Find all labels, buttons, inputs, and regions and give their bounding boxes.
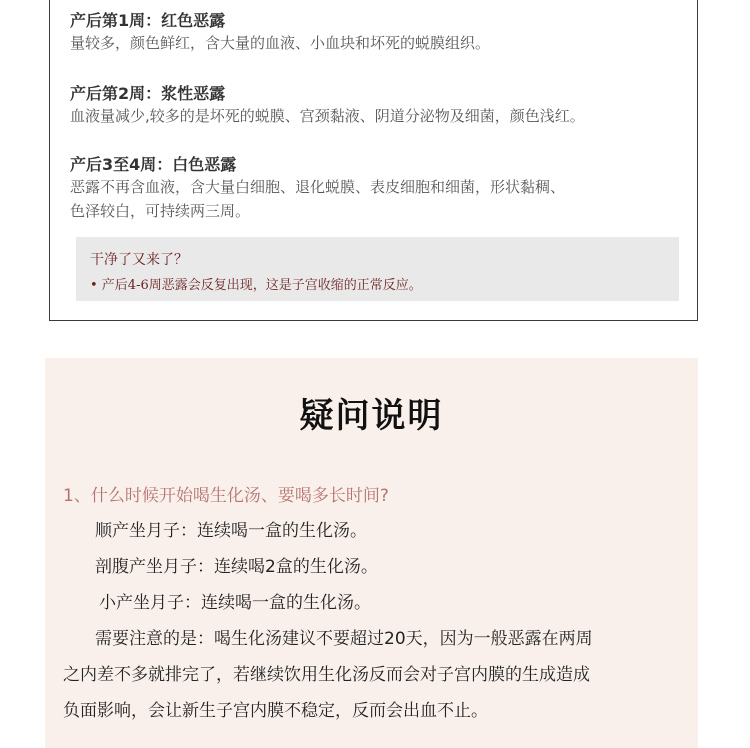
stage-week2	[70, 81, 585, 128]
note-box	[76, 237, 679, 301]
faq-answer-line: 小产坐月子：连续喝一盒的生化汤。	[99, 593, 371, 613]
note-title: 干净了又来了？	[90, 252, 188, 268]
faq-answer-line: 顺产坐月子：连续喝一盒的生化汤。	[95, 521, 367, 541]
stage-title: 产后3至4周：白色恶露	[70, 155, 237, 174]
stage-desc: 血液量减少,较多的是坏死的蜕膜、宫颈黏液、阴道分泌物及细菌，颜色浅红。	[70, 107, 585, 125]
stage-desc: 色泽较白，可持续两三周。	[70, 202, 251, 220]
faq-heading: 疑问说明	[299, 396, 444, 436]
stage-desc: 恶露不再含血液，含大量白细胞、退化蜕膜、表皮细胞和细菌，形状黏稠、	[70, 178, 566, 196]
stage-desc: 量较多，颜色鲜红，含大量的血液、小血块和坏死的蜕膜组织。	[70, 34, 491, 52]
faq-answer-line: 剖腹产坐月子：连续喝2盒的生化汤。	[95, 557, 378, 577]
stage-week3-4	[70, 152, 565, 223]
stage-title: 产后第2周：浆性恶露	[70, 84, 226, 103]
faq-question: 1、什么时候开始喝生化汤、要喝多长时间?	[63, 486, 389, 506]
stage-title: 产后第1周：红色恶露	[70, 11, 226, 30]
faq-answer-line: 之内差不多就排完了，若继续饮用生化汤反而会对子宫内膜的生成造成	[63, 665, 590, 685]
faq-panel	[45, 358, 698, 748]
note-bullet: • 产后4-6周恶露会反复出现，这是子宫收缩的正常反应。	[90, 278, 422, 293]
faq-answer-line: 需要注意的是：喝生化汤建议不要超过20天，因为一般恶露在两周	[95, 629, 593, 649]
faq-answer-line: 负面影响，会让新生子宫内膜不稳定，反而会出血不止。	[63, 701, 488, 721]
stage-week1	[70, 8, 490, 55]
